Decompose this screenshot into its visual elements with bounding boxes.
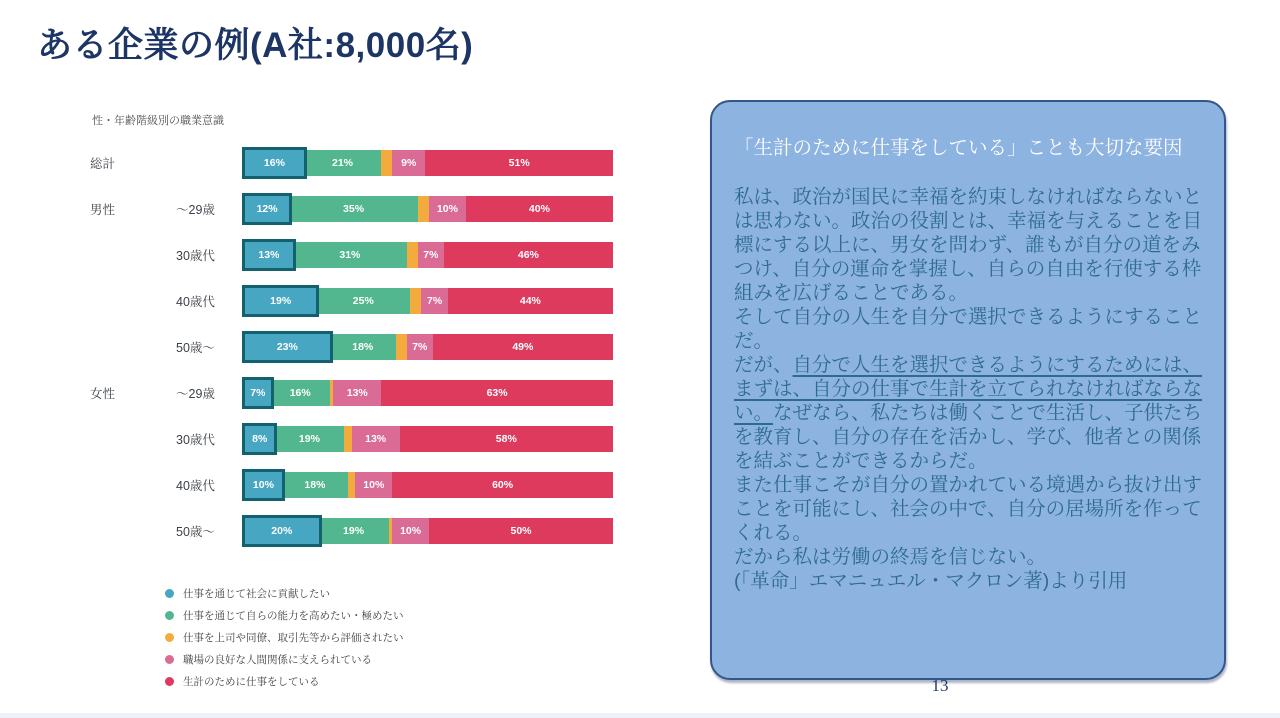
bar-segment-be-evaluated <box>381 150 392 176</box>
bar-segment-value: 35% <box>343 203 365 215</box>
bar-segment-contribute-society <box>245 426 274 452</box>
bar-segment-improve-ability <box>330 334 396 360</box>
quote-underlined-text: 自分で人生を選択できるようにするためには、まずは、自分の仕事で生計を立てられなければならない。 <box>734 354 1203 424</box>
legend-dot-icon <box>165 677 174 686</box>
bar-row <box>90 195 625 223</box>
bar-segment-value: 44% <box>519 295 541 307</box>
row-age-label: 〜29歳 <box>176 387 215 401</box>
bar-segment-be-evaluated <box>407 242 418 268</box>
legend-label: 仕事を通じて社会に貢献したい <box>183 588 330 600</box>
chart-legend <box>165 586 404 696</box>
row-age-label: 30歳代 <box>176 249 215 263</box>
quote-box <box>710 100 1226 680</box>
row-group-label: 女性 <box>90 387 116 401</box>
quote-paragraph: 私は、政治が国民に幸福を約束しなければならないとは思わない。政治の役割とは、幸福を与えることを目標にする以上に、男女を問わず、誰もが自分の道をみつけ、自分の運命を掌握し、自らの自由を行使する枠組みを広げることである。 <box>734 186 1203 304</box>
bar-row <box>90 471 625 499</box>
bar-segment-value: 7% <box>423 249 439 261</box>
bar-segment-for-livelihood <box>381 380 613 406</box>
quote-paragraph <box>734 353 1204 473</box>
bar-segment-value: 19% <box>270 295 292 307</box>
bar-segment-value: 7% <box>250 387 266 399</box>
bar-segment-contribute-society <box>245 242 293 268</box>
row-age-label: 50歳〜 <box>176 525 215 539</box>
bar-segment-value: 13% <box>346 387 368 399</box>
bar-segment-value: 49% <box>512 341 534 353</box>
chart-rows <box>90 149 625 545</box>
bar-segment-for-livelihood <box>466 196 613 222</box>
bar-segment-value: 9% <box>401 157 417 169</box>
bar-segment-for-livelihood <box>429 518 613 544</box>
stacked-bar <box>245 334 613 360</box>
bar-row <box>90 517 625 545</box>
bar-segment-value: 8% <box>252 433 268 445</box>
bar-segment-value: 7% <box>412 341 428 353</box>
stacked-bar <box>245 518 613 544</box>
row-age-label: 30歳代 <box>176 433 215 447</box>
bar-segment-for-livelihood <box>392 472 613 498</box>
legend-item <box>165 630 404 645</box>
stacked-bar-chart <box>90 112 625 563</box>
legend-item <box>165 652 404 667</box>
bar-segment-improve-ability <box>316 288 410 314</box>
quote-body <box>734 185 1204 593</box>
bar-segment-good-relationships <box>352 426 400 452</box>
bar-segment-for-livelihood <box>444 242 613 268</box>
row-age-label: 40歳代 <box>176 295 215 309</box>
row-age-label: 50歳〜 <box>176 341 215 355</box>
bar-segment-value: 7% <box>427 295 443 307</box>
bar-segment-value: 10% <box>436 203 458 215</box>
bar-segment-value: 16% <box>263 157 285 169</box>
bar-segment-improve-ability <box>319 518 389 544</box>
row-age-label: 〜29歳 <box>176 203 215 217</box>
bar-segment-be-evaluated <box>418 196 429 222</box>
row-group-label: 総計 <box>90 157 116 171</box>
bar-segment-value: 31% <box>339 249 361 261</box>
quote-text: だが、 <box>734 354 793 376</box>
bar-segment-be-evaluated <box>396 334 407 360</box>
bar-segment-value: 63% <box>486 387 508 399</box>
bar-segment-improve-ability <box>271 380 330 406</box>
bar-row <box>90 241 625 269</box>
bar-segment-contribute-society <box>245 380 271 406</box>
quote-text: なぜなら、私たちは働くことで生活し、子供たちを教育し、自分の存在を活かし、学び、他者との関係を結ぶことができるからだ。 <box>734 402 1203 472</box>
bar-segment-good-relationships <box>407 334 433 360</box>
legend-dot-icon <box>165 655 174 664</box>
legend-item <box>165 674 404 689</box>
bar-segment-for-livelihood <box>425 150 613 176</box>
bar-segment-value: 58% <box>495 433 517 445</box>
bar-segment-value: 18% <box>304 479 326 491</box>
bar-segment-value: 13% <box>258 249 280 261</box>
bar-segment-value: 19% <box>343 525 365 537</box>
quote-source: (「革命」エマニュエル・マクロン著)より引用 <box>734 570 1128 592</box>
bar-segment-value: 18% <box>352 341 374 353</box>
bar-row <box>90 379 625 407</box>
page-number: 13 <box>931 676 949 695</box>
quote-paragraph: だから私は労働の終焉を信じない。 <box>734 546 1047 568</box>
bar-segment-for-livelihood <box>400 426 613 452</box>
bar-segment-value: 19% <box>298 433 320 445</box>
bar-segment-improve-ability <box>304 150 381 176</box>
bottom-strip-divider <box>0 713 1280 718</box>
bar-segment-value: 10% <box>252 479 274 491</box>
bar-segment-value: 21% <box>332 157 354 169</box>
bar-segment-contribute-society <box>245 518 319 544</box>
bar-segment-value: 16% <box>289 387 311 399</box>
bar-row <box>90 425 625 453</box>
legend-dot-icon <box>165 611 174 620</box>
bar-segment-value: 10% <box>400 525 422 537</box>
legend-dot-icon <box>165 589 174 598</box>
bar-segment-good-relationships <box>429 196 466 222</box>
legend-item <box>165 608 404 623</box>
bar-segment-good-relationships <box>418 242 444 268</box>
bar-segment-for-livelihood <box>433 334 613 360</box>
bar-segment-be-evaluated <box>348 472 355 498</box>
bar-row <box>90 287 625 315</box>
bar-segment-good-relationships <box>392 150 425 176</box>
chart-title: 性・年齢階級別の職業意識 <box>92 115 224 127</box>
bar-segment-value: 51% <box>508 157 530 169</box>
quote-heading: 「生計のために仕事をしている」ことも大切な要因 <box>734 137 1183 159</box>
quote-paragraph: また仕事こそが自分の置かれている境遇から抜け出すことを可能にし、社会の中で、自分の居場所を作ってくれる。 <box>734 474 1203 544</box>
legend-label: 仕事を上司や同僚、取引先等から評価されたい <box>183 632 404 644</box>
bar-segment-good-relationships <box>392 518 429 544</box>
bar-segment-good-relationships <box>355 472 392 498</box>
bar-segment-value: 50% <box>510 525 532 537</box>
bar-segment-improve-ability <box>293 242 407 268</box>
bar-row <box>90 149 625 177</box>
bar-segment-value: 46% <box>517 249 539 261</box>
bar-segment-improve-ability <box>289 196 418 222</box>
bar-row <box>90 333 625 361</box>
bar-segment-value: 13% <box>365 433 387 445</box>
bar-segment-improve-ability <box>274 426 344 452</box>
bar-segment-contribute-society <box>245 150 304 176</box>
bar-segment-contribute-society <box>245 334 330 360</box>
legend-label: 生計のために仕事をしている <box>183 676 320 688</box>
bar-segment-be-evaluated <box>344 426 351 452</box>
legend-label: 職場の良好な人間関係に支えられている <box>183 654 372 666</box>
stacked-bar <box>245 196 613 222</box>
stacked-bar <box>245 380 613 406</box>
bar-segment-contribute-society <box>245 196 289 222</box>
bar-segment-value: 40% <box>528 203 550 215</box>
row-group-label: 男性 <box>90 203 116 217</box>
bar-segment-good-relationships <box>421 288 447 314</box>
stacked-bar <box>245 150 613 176</box>
stacked-bar <box>245 472 613 498</box>
stacked-bar <box>245 242 613 268</box>
stacked-bar <box>245 426 613 452</box>
bar-segment-value: 23% <box>276 341 298 353</box>
bar-segment-contribute-society <box>245 288 316 314</box>
row-age-label: 40歳代 <box>176 479 215 493</box>
quote-paragraph: そして自分の人生を自分で選択できるようにすることだ。 <box>734 306 1203 352</box>
bar-segment-be-evaluated <box>410 288 421 314</box>
bar-segment-good-relationships <box>333 380 381 406</box>
bar-segment-for-livelihood <box>448 288 613 314</box>
bar-segment-value: 20% <box>271 525 293 537</box>
bar-segment-improve-ability <box>282 472 348 498</box>
bar-segment-contribute-society <box>245 472 282 498</box>
bar-segment-value: 60% <box>492 479 514 491</box>
bar-segment-value: 25% <box>352 295 374 307</box>
stacked-bar <box>245 288 613 314</box>
bar-segment-value: 12% <box>256 203 278 215</box>
page-title: ある企業の例(A社:8,000名) <box>37 26 474 65</box>
legend-item <box>165 586 404 601</box>
legend-label: 仕事を通じて自らの能力を高めたい・極めたい <box>183 610 404 622</box>
bar-segment-value: 10% <box>363 479 385 491</box>
legend-dot-icon <box>165 633 174 642</box>
